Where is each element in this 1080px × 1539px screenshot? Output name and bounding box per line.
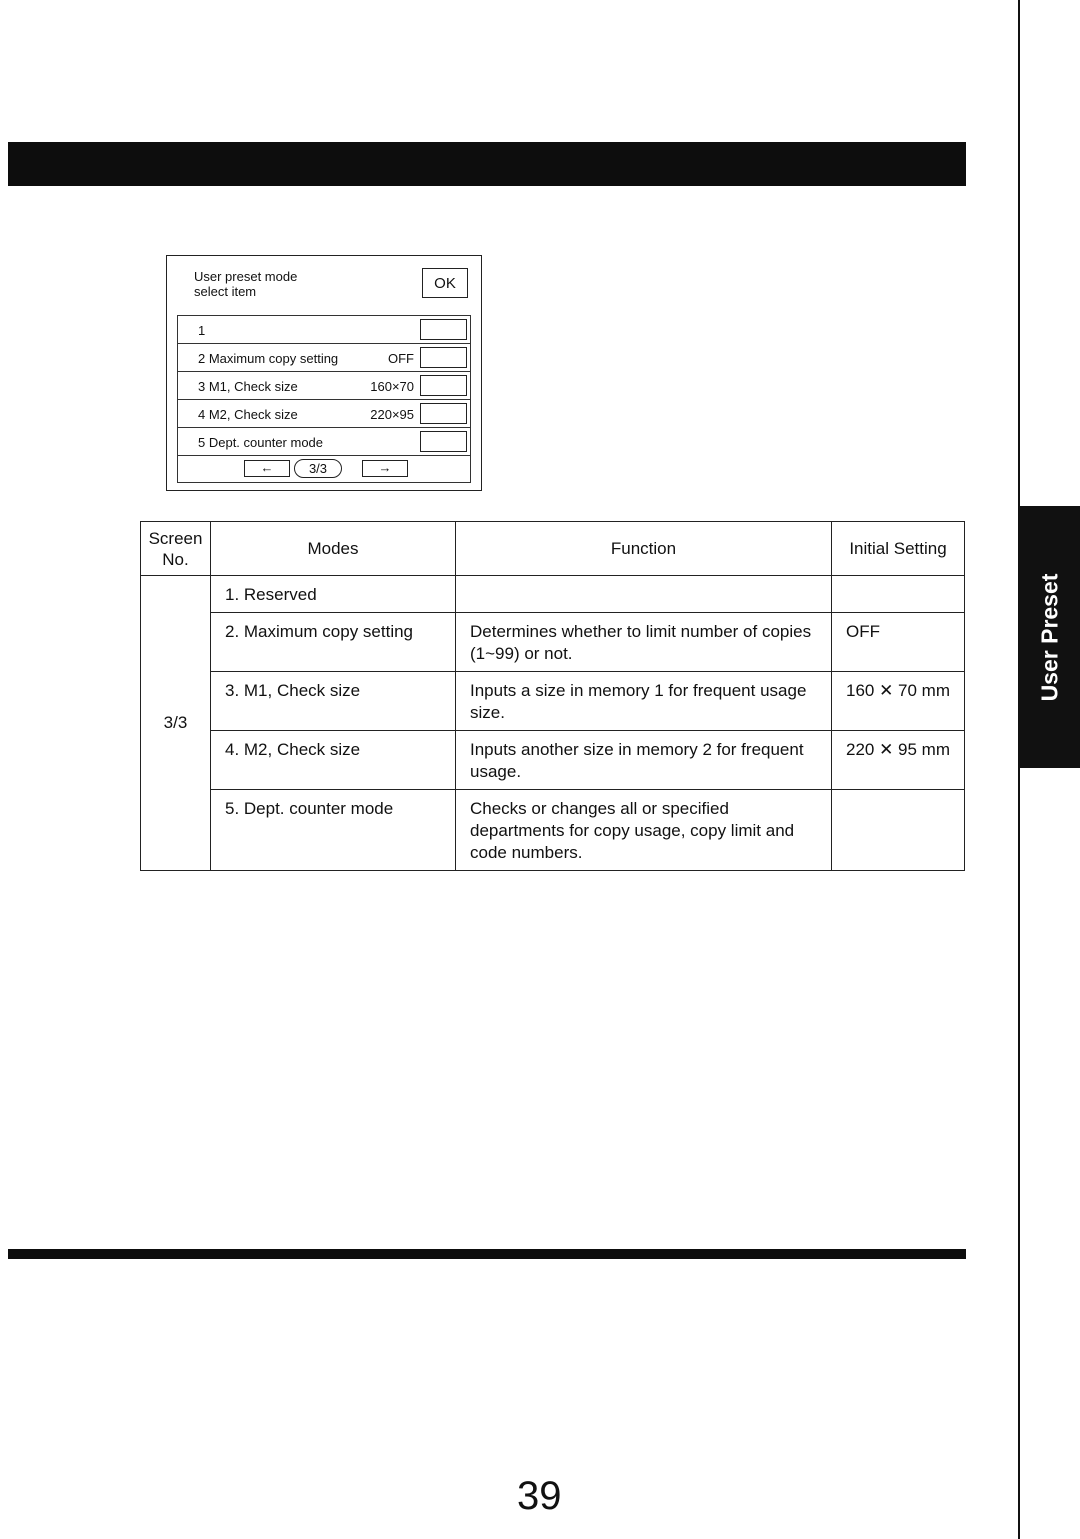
item-label: 5 Dept. counter mode [198, 435, 324, 450]
item-label: 4 M2, Check size [198, 407, 298, 422]
ok-button[interactable]: OK [422, 268, 468, 298]
header-bar [8, 142, 966, 186]
list-item[interactable] [178, 428, 470, 456]
initial-setting-cell [832, 576, 965, 613]
table-row [141, 576, 965, 613]
list-item[interactable] [178, 316, 470, 344]
list-item[interactable] [178, 400, 470, 428]
item-select-box[interactable] [420, 347, 467, 368]
header-function: Function [456, 522, 832, 576]
header-modes: Modes [211, 522, 456, 576]
list-item[interactable] [178, 372, 470, 400]
item-label: 3 M1, Check size [198, 379, 298, 394]
table-row [141, 731, 965, 790]
prev-page-button[interactable] [244, 460, 290, 477]
mode-cell: 5. Dept. counter mode [211, 790, 456, 871]
page-navigation [178, 456, 470, 482]
item-label: 2 Maximum copy setting [198, 351, 339, 366]
mode-cell: 4. M2, Check size [211, 731, 456, 790]
next-page-button[interactable] [362, 460, 408, 477]
item-select-box[interactable] [420, 375, 467, 396]
initial-setting-cell: 220 ✕ 95 mm [832, 731, 965, 790]
item-label: 1 [198, 323, 206, 338]
settings-table [140, 521, 965, 871]
header-screen-no [141, 522, 211, 576]
panel-title-line1: User preset mode [194, 269, 298, 284]
table-header-row [141, 522, 965, 576]
arrow-left-icon: ← [260, 460, 274, 475]
right-margin-rule [1018, 0, 1020, 1539]
function-cell: Inputs another size in memory 2 for frequent usage. [456, 731, 832, 790]
function-cell: Determines whether to limit number of copies (1~99) or not. [456, 613, 832, 672]
footer-bar [8, 1249, 966, 1259]
section-tab [1020, 506, 1080, 768]
function-cell: Inputs a size in memory 1 for frequent usage size. [456, 672, 832, 731]
item-list [177, 315, 471, 483]
page-number: 39 [517, 1474, 562, 1518]
table-row [141, 790, 965, 871]
function-cell: Checks or changes all or specified departments for copy usage, copy limit and code numbers. [456, 790, 832, 871]
table-row [141, 613, 965, 672]
header-screen-line2: No. [162, 549, 189, 569]
initial-setting-cell [832, 790, 965, 871]
panel-title [194, 269, 297, 299]
item-select-box[interactable] [420, 431, 467, 452]
section-tab-label: User Preset [1036, 573, 1063, 701]
initial-setting-cell: 160 ✕ 70 mm [832, 672, 965, 731]
initial-setting-cell: OFF [832, 613, 965, 672]
screen-number-cell: 3/3 [141, 576, 211, 871]
item-select-box[interactable] [420, 403, 467, 424]
panel-title-line2: select item [194, 284, 257, 299]
item-value: OFF [388, 351, 414, 366]
mode-cell: 3. M1, Check size [211, 672, 456, 731]
header-initial-setting: Initial Setting [832, 522, 965, 576]
function-cell [456, 576, 832, 613]
item-select-box[interactable] [420, 319, 467, 340]
item-value: 160×70 [370, 379, 414, 394]
mode-cell: 1. Reserved [211, 576, 456, 613]
item-value: 220×95 [370, 407, 414, 422]
user-preset-panel [166, 255, 482, 491]
header-screen-line1: Screen [148, 528, 203, 548]
list-item[interactable] [178, 344, 470, 372]
mode-cell: 2. Maximum copy setting [211, 613, 456, 672]
arrow-right-icon: → [378, 460, 392, 475]
table-row [141, 672, 965, 731]
page-indicator: 3/3 [294, 459, 342, 478]
